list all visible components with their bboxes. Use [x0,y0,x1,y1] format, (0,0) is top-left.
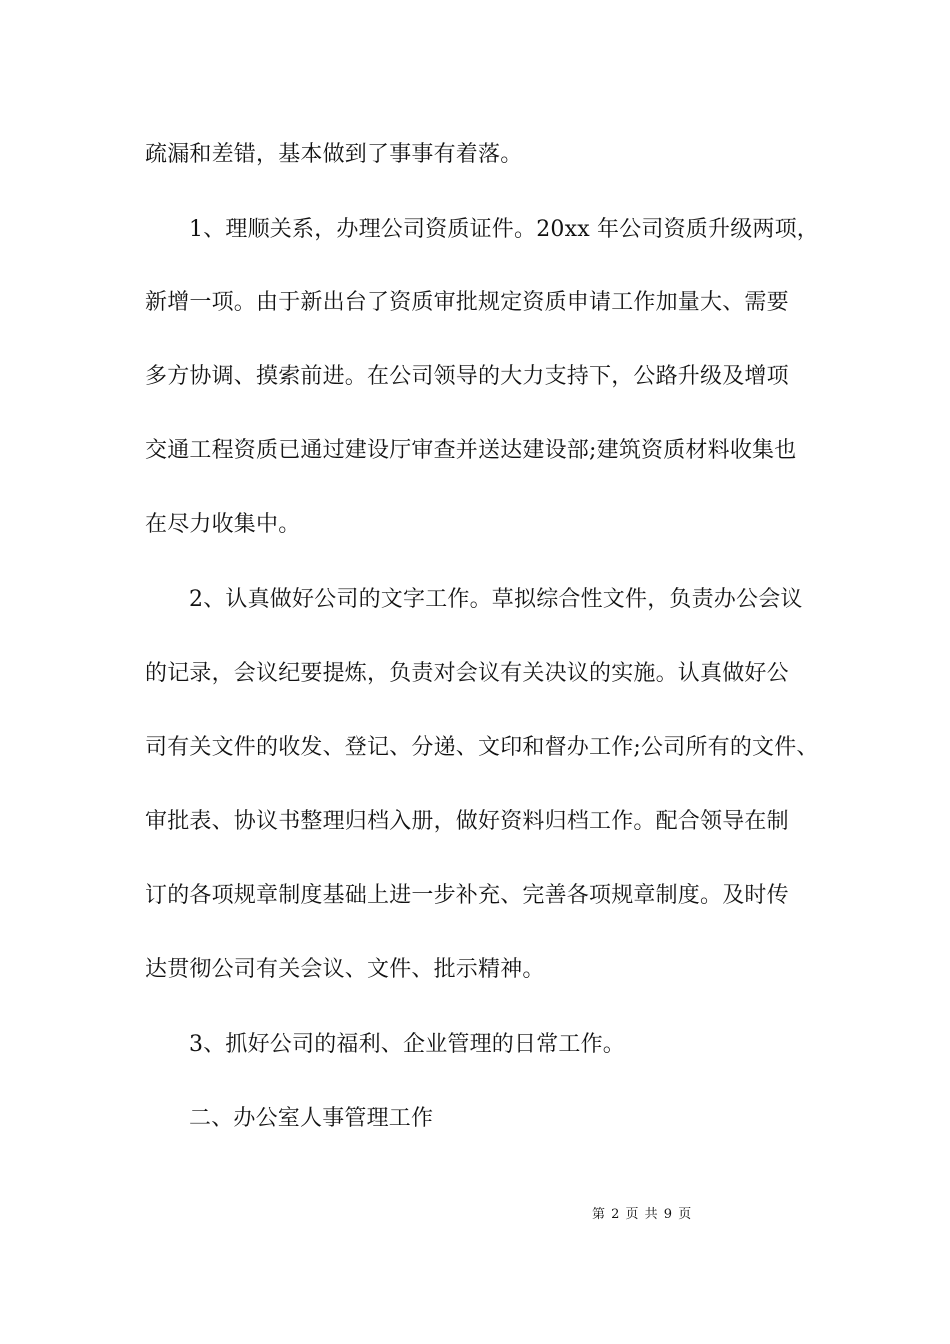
text-line: 疏漏和差错，基本做到了事事有着落。 [145,142,523,167]
text-line: 司有关文件的收发、登记、分递、文印和督办工作;公司所有的文件、 [145,735,819,760]
text-line: 多方协调、摸索前进。在公司领导的大力支持下，公路升级及增项 [145,364,789,389]
text-line: 达贯彻公司有关会议、文件、批示精神。 [145,957,545,982]
text-line: 订的各项规章制度基础上进一步补充、完善各项规章制度。及时传 [145,883,789,908]
text-line: 交通工程资质已通过建设厅审查并送达建设部;建筑资质材料收集也 [145,438,797,463]
section-heading: 二、办公室人事管理工作 [189,1106,434,1131]
text-line: 在尽力收集中。 [145,512,301,537]
page-number-footer: 第 2 页 共 9 页 [592,1207,693,1222]
paragraph-start: 3、抓好公司的福利、企业管理的日常工作。 [189,1032,625,1057]
text-line: 审批表、协议书整理归档入册，做好资料归档工作。配合领导在制 [145,809,789,834]
text-line: 新增一项。由于新出台了资质审批规定资质申请工作加量大、需要 [145,290,789,315]
text-line: 的记录，会议纪要提炼，负责对会议有关决议的实施。认真做好公 [145,661,789,686]
paragraph-start: 2、认真做好公司的文字工作。草拟综合性文件，负责办公会议 [189,587,803,612]
paragraph-start: 1、理顺关系，办理公司资质证件。20xx 年公司资质升级两项， [189,217,820,242]
